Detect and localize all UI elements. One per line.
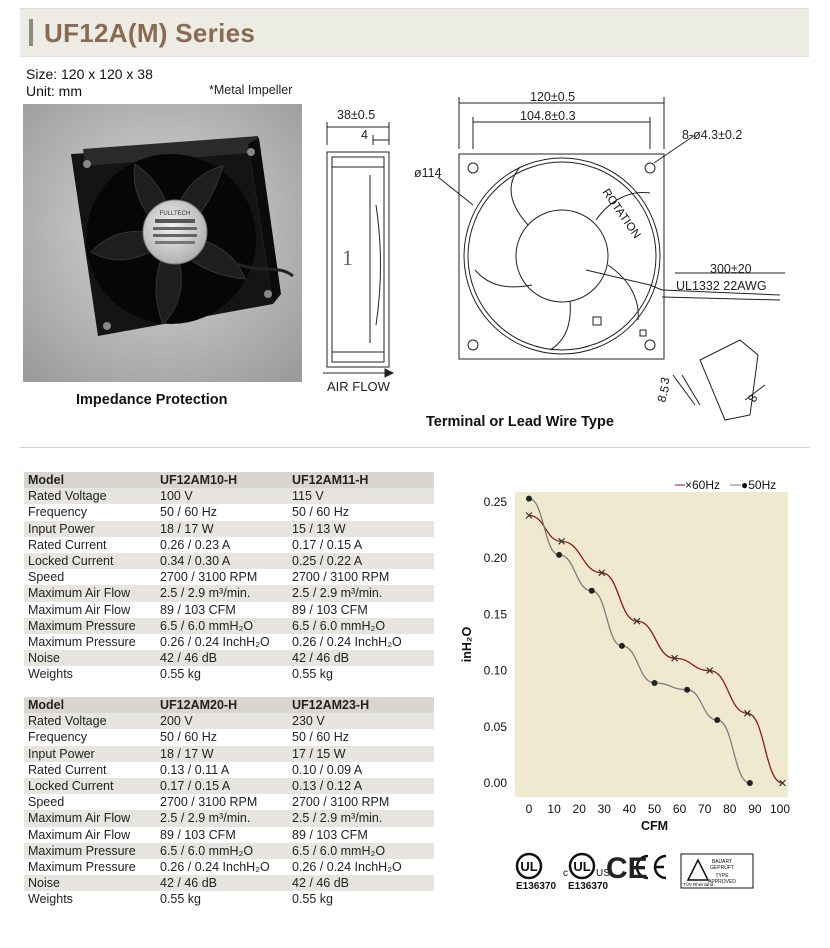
dim-holes: 8-ø4.3±0.2 (682, 128, 743, 142)
ul-c: c (563, 868, 568, 879)
chart-svg (455, 470, 795, 840)
spec-table-1-wrap (24, 472, 434, 683)
table-cell: 0.55 kg (156, 891, 288, 907)
table-cell: 0.26 / 0.24 InchH₂O (288, 634, 434, 650)
data-point-50Hz (684, 687, 690, 693)
x-tick-label: 10 (547, 802, 561, 816)
title-accent (29, 19, 33, 46)
table-cell: Frequency (24, 729, 156, 745)
table-header-cell: UF12AM10-H (156, 472, 288, 488)
x-axis-label: CFM (640, 819, 669, 833)
section-divider (20, 447, 810, 448)
dim-width: 38±0.5 (337, 108, 376, 122)
rotation-label: ROTATION (599, 186, 643, 242)
data-point-50Hz (589, 588, 595, 594)
x-tick-label: 90 (748, 802, 762, 816)
performance-chart (455, 470, 795, 840)
table-row (24, 488, 434, 504)
page-title: UF12A(M) Series (44, 18, 256, 48)
table-cell: 2.5 / 2.9 m³/min. (156, 585, 288, 601)
table-cell: 230 V (288, 713, 434, 729)
x-tick-label: 40 (622, 802, 637, 816)
data-point-50Hz (556, 552, 562, 558)
unit-line: Unit: mm (26, 83, 82, 99)
spec-table-2-wrap (24, 697, 434, 908)
table-cell: 2700 / 3100 RPM (288, 794, 434, 810)
tuv-brand: TÜV Rheinland (682, 882, 714, 887)
table-cell: 0.34 / 0.30 A (156, 553, 288, 569)
table-row (24, 859, 434, 875)
table-cell: Input Power (24, 746, 156, 762)
table-cell: 15 / 13 W (288, 521, 434, 537)
table-cell: Locked Current (24, 553, 156, 569)
table-cell: 6.5 / 6.0 mmH₂O (156, 843, 288, 859)
table-cell: Maximum Air Flow (24, 810, 156, 826)
table-cell: 0.26 / 0.24 InchH₂O (156, 634, 288, 650)
table-header-cell: UF12AM23-H (288, 697, 434, 713)
table-row (24, 794, 434, 810)
table-cell: Rated Current (24, 537, 156, 553)
ul-us: US (596, 868, 610, 879)
table-row (24, 746, 434, 762)
title-bar (20, 8, 809, 57)
table-cell: 42 / 46 dB (288, 650, 434, 666)
dim-hole-pitch: 104.8±0.3 (520, 109, 576, 123)
x-tick-label: 100 (769, 802, 791, 816)
table-row (24, 650, 434, 666)
table-cell: 2700 / 3100 RPM (288, 569, 434, 585)
table-cell: 17 / 15 W (288, 746, 434, 762)
table-cell: 0.25 / 0.22 A (288, 553, 434, 569)
table-row (24, 602, 434, 618)
table-row (24, 843, 434, 859)
dim-diameter: ø114 (414, 166, 442, 180)
table-cell: 6.5 / 6.0 mmH₂O (156, 618, 288, 634)
table-row (24, 666, 434, 682)
table-cell: 200 V (156, 713, 288, 729)
svg-text:UL: UL (573, 859, 591, 874)
x-tick-label: 80 (723, 802, 737, 816)
table-row (24, 810, 434, 826)
table-cell: 100 V (156, 488, 288, 504)
table-row (24, 618, 434, 634)
tuv-line2: GEPRÜFT (710, 865, 734, 871)
photo-caption: Impedance Protection (76, 392, 228, 408)
table-row (24, 875, 434, 891)
table-cell: 0.55 kg (288, 666, 434, 682)
x-tick-label: 30 (597, 802, 611, 816)
table-row (24, 713, 434, 729)
dim-flange: 4 (361, 128, 368, 142)
table-cell: 42 / 46 dB (156, 875, 288, 891)
tuv-line4: APPROVED (708, 879, 736, 885)
svg-text:1: 1 (342, 245, 353, 270)
drawing-caption: Terminal or Lead Wire Type (426, 414, 614, 430)
table-cell: 0.17 / 0.15 A (288, 537, 434, 553)
table-cell: 0.26 / 0.23 A (156, 537, 288, 553)
dim-outer: 120±0.5 (530, 90, 576, 104)
table-row (24, 585, 434, 601)
table-row (24, 569, 434, 585)
table-header-row (24, 472, 434, 488)
table-cell: Noise (24, 650, 156, 666)
y-tick-label: 0.05 (483, 719, 507, 734)
terminal-dim-b: 8.5 (654, 384, 673, 404)
table-cell: 0.26 / 0.24 InchH₂O (156, 859, 288, 875)
table-cell: 0.26 / 0.24 InchH₂O (288, 859, 434, 875)
table-cell: Rated Voltage (24, 713, 156, 729)
table-cell: 2.5 / 2.9 m³/min. (288, 810, 434, 826)
table-header-row (24, 697, 434, 713)
table-cell: 50 / 60 Hz (156, 504, 288, 520)
table-cell: 89 / 103 CFM (156, 827, 288, 843)
size-line: Size: 120 x 120 x 38 (26, 66, 153, 82)
data-point-50Hz (714, 717, 720, 723)
table-cell: 50 / 60 Hz (288, 729, 434, 745)
terminal-dim-a: 3 (657, 375, 673, 386)
table-cell: 0.55 kg (288, 891, 434, 907)
table-row (24, 504, 434, 520)
impeller-note: *Metal Impeller (209, 83, 293, 97)
table-header-cell: Model (24, 472, 156, 488)
table-cell: Maximum Air Flow (24, 602, 156, 618)
x-tick-label: 60 (672, 802, 687, 816)
terminal-dim-c: 8 (745, 392, 761, 405)
table-cell: 18 / 17 W (156, 521, 288, 537)
table-cell: Weights (24, 891, 156, 907)
table-cell: 89 / 103 CFM (288, 602, 434, 618)
table-header-cell: UF12AM20-H (156, 697, 288, 713)
table-cell: Input Power (24, 521, 156, 537)
wire-length: 300±20 (710, 262, 752, 276)
airflow-label: AIR FLOW (327, 379, 390, 394)
table-cell: Maximum Air Flow (24, 827, 156, 843)
table-cell: Maximum Pressure (24, 843, 156, 859)
y-tick-label: 0.25 (483, 495, 507, 509)
spec-table-2 (24, 697, 434, 908)
ce-mark: CE (606, 852, 648, 885)
table-cell: Speed (24, 794, 156, 810)
table-cell: 0.55 kg (156, 666, 288, 682)
table-cell: 89 / 103 CFM (156, 602, 288, 618)
table-row (24, 729, 434, 745)
y-tick-label: 0.15 (483, 607, 507, 622)
table-cell: 0.13 / 0.11 A (156, 762, 288, 778)
table-cell: Rated Current (24, 762, 156, 778)
legend-label-60hz: ×60Hz (685, 478, 721, 492)
table-row (24, 778, 434, 794)
y-tick-label: 0.20 (483, 551, 507, 566)
x-tick-label: 50 (647, 802, 662, 816)
hub-label: FULLTECH (159, 211, 191, 217)
table-cell: Locked Current (24, 778, 156, 794)
legend-label-50hz: ●50Hz (741, 478, 777, 492)
y-tick-label: 0.10 (483, 663, 507, 678)
table-cell: Frequency (24, 504, 156, 520)
table-row (24, 521, 434, 537)
table-cell: Maximum Air Flow (24, 585, 156, 601)
table-cell: 42 / 46 dB (156, 650, 288, 666)
table-cell: Maximum Pressure (24, 634, 156, 650)
table-cell: 0.10 / 0.09 A (288, 762, 434, 778)
table-row (24, 553, 434, 569)
table-cell: 89 / 103 CFM (288, 827, 434, 843)
spec-table-1 (24, 472, 434, 683)
data-point-50Hz (747, 780, 753, 786)
table-cell: Maximum Pressure (24, 618, 156, 634)
table-row (24, 891, 434, 907)
ul-file-2: E136370 (568, 881, 609, 892)
wire-spec: UL1332 22AWG (676, 279, 767, 293)
table-cell: Rated Voltage (24, 488, 156, 504)
fan-photo-graphic (23, 104, 302, 382)
data-point-50Hz (652, 680, 658, 686)
table-cell: 2700 / 3100 RPM (156, 569, 288, 585)
table-cell: 50 / 60 Hz (288, 504, 434, 520)
table-cell: 115 V (288, 488, 434, 504)
table-row (24, 634, 434, 650)
technical-drawing (310, 85, 810, 440)
x-tick-label: 20 (572, 802, 586, 816)
tuv-line3: TYPE (715, 873, 729, 879)
table-header-cell: Model (24, 697, 156, 713)
table-cell: 2700 / 3100 RPM (156, 794, 288, 810)
table-cell: 0.17 / 0.15 A (156, 778, 288, 794)
tuv-line1: BAUART (711, 859, 733, 865)
table-cell: 0.13 / 0.12 A (288, 778, 434, 794)
table-row (24, 762, 434, 778)
table-cell: 50 / 60 Hz (156, 729, 288, 745)
chart-plot-area (515, 492, 788, 797)
y-axis-label: inH₂O (460, 626, 474, 663)
data-point-50Hz (619, 643, 625, 649)
table-row (24, 827, 434, 843)
data-point-50Hz (526, 496, 532, 502)
table-cell: 6.5 / 6.0 mmH₂O (288, 618, 434, 634)
table-cell: 2.5 / 2.9 m³/min. (156, 810, 288, 826)
table-cell: Speed (24, 569, 156, 585)
table-cell: 6.5 / 6.0 mmH₂O (288, 843, 434, 859)
table-cell: Maximum Pressure (24, 859, 156, 875)
ul-file-1: E136370 (516, 881, 557, 892)
table-cell: Weights (24, 666, 156, 682)
table-cell: Noise (24, 875, 156, 891)
x-tick-label: 70 (698, 802, 712, 816)
table-header-cell: UF12AM11-H (288, 472, 434, 488)
table-cell: 42 / 46 dB (288, 875, 434, 891)
x-tick-label: 0 (525, 802, 533, 816)
svg-text:UL: UL (520, 859, 538, 874)
table-cell: 2.5 / 2.9 m³/min. (288, 585, 434, 601)
table-cell: 18 / 17 W (156, 746, 288, 762)
table-row (24, 537, 434, 553)
product-photo (23, 104, 302, 382)
y-tick-label: 0.00 (483, 776, 507, 790)
